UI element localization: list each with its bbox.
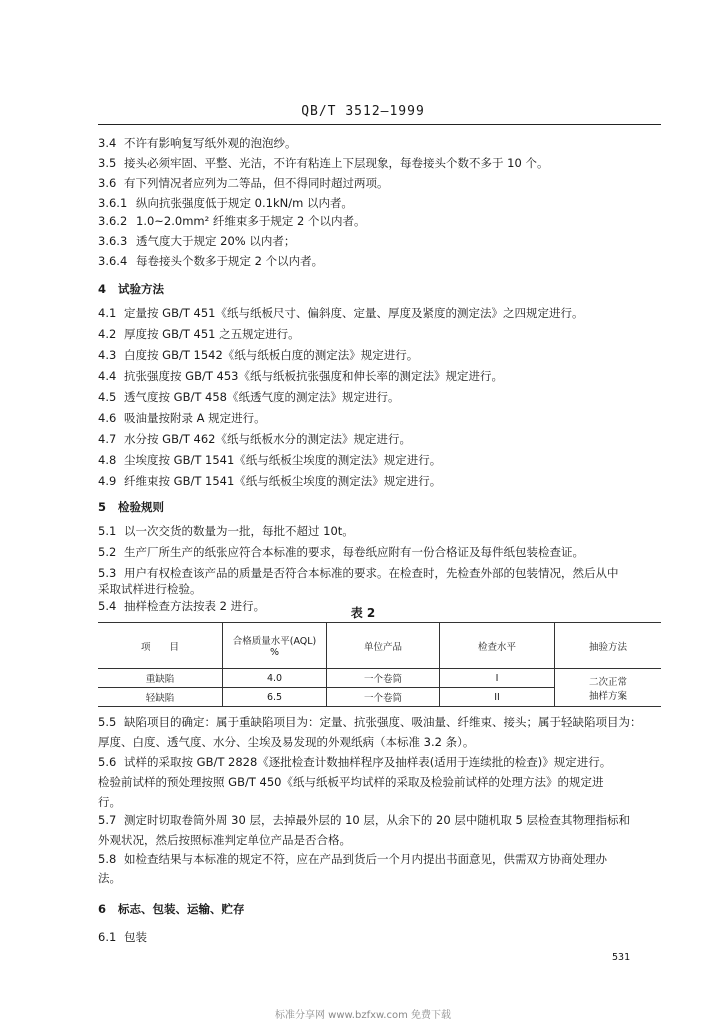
cell-aql: 4.0	[223, 669, 327, 688]
table-row	[98, 669, 661, 688]
clause-line: 4.5 透气度按 GB/T 458《纸透气度的测定法》规定进行。	[98, 390, 400, 404]
clause-line: 4.9 纤维束按 GB/T 1541《纸与纸板尘埃度的测定法》规定进行。	[98, 474, 442, 488]
clause-line: 4.7 水分按 GB/T 462《纸与纸板水分的测定法》规定进行。	[98, 432, 411, 446]
header-rule	[98, 124, 661, 125]
header-method: 抽验方法	[555, 623, 662, 669]
header-unit: 单位产品	[327, 623, 440, 669]
cell-item: 轻缺陷	[98, 688, 223, 707]
cell-item: 重缺陷	[98, 669, 223, 688]
clause-line: 5.8 如检查结果与本标准的规定不符，应在产品到货后一个月内提出书面意见，供需双方协商处理办	[98, 852, 607, 866]
clause-line: 4.2 厚度按 GB/T 451 之五规定进行。	[98, 327, 300, 341]
clause-line: 3.6.2 1.0~2.0mm² 纤维束多于规定 2 个以内者。	[98, 214, 366, 228]
sampling-table	[98, 622, 661, 707]
header-aql-label: 合格质量水平(AQL)	[232, 636, 317, 647]
document-header: QB/T 3512—1999	[301, 104, 425, 119]
header-aql-unit: %	[269, 647, 280, 658]
cell-unit: 一个卷筒	[327, 669, 440, 688]
clause-line: 检验前试样的预处理按照 GB/T 450《纸与纸板平均试样的采取及检验前试样的处理方法》的规定进	[98, 775, 604, 789]
clause-line: 4.8 尘埃度按 GB/T 1541《纸与纸板尘埃度的测定法》规定进行。	[98, 453, 442, 467]
clause-line: 4.6 吸油量按附录 A 规定进行。	[98, 411, 266, 425]
clause-line: 4.4 抗张强度按 GB/T 453《纸与纸板抗张强度和伸长率的测定法》规定进行。	[98, 369, 503, 383]
header-level: 检查水平	[440, 623, 555, 669]
clause-line: 3.6.1 纵向抗张强度低于规定 0.1kN/m 以内者。	[98, 196, 353, 210]
clause-line: 5.7 测定时切取卷筒外周 30 层，去掉最外层的 10 层，从余下的 20 层中随机取 5 层检查其物理指标和	[98, 813, 630, 827]
clause-line: 法。	[98, 871, 121, 885]
clause-line: 3.5 接头必须牢固、平整、光洁，不许有粘连上下层现象，每卷接头个数不多于 10 个。	[98, 156, 549, 170]
cell-level: II	[440, 688, 555, 707]
method-line: 二次正常	[588, 676, 627, 688]
cell-method	[555, 669, 662, 707]
table-header-row	[98, 623, 661, 669]
method-line: 抽样方案	[588, 690, 627, 702]
cell-unit: 一个卷筒	[327, 688, 440, 707]
clause-line: 4.1 定量按 GB/T 451《纸与纸板尺寸、偏斜度、定量、厚度及紧度的测定法》之四规定进行。	[98, 306, 584, 320]
clause-line: 行。	[98, 795, 121, 809]
footer-watermark: 标准分享网 www.bzfxw.com 免费下载	[275, 1010, 451, 1021]
page-number: 531	[612, 952, 631, 963]
clause-line: 4.3 白度按 GB/T 1542《纸与纸板白度的测定法》规定进行。	[98, 348, 419, 362]
section-heading: 5 检验规则	[98, 500, 164, 514]
clause-line: 5.6 试样的采取按 GB/T 2828《逐批检查计数抽样程序及抽样表(适用于连续批的检查)》规定进行。	[98, 755, 612, 769]
header-item: 项 目	[98, 623, 223, 669]
clause-line: 3.6 有下列情况者应列为二等品，但不得同时超过两项。	[98, 176, 389, 190]
clause-line: 采取试样进行检验。	[98, 582, 202, 596]
header-aql	[223, 623, 327, 669]
table-caption: 表 2	[350, 606, 376, 620]
clause-line: 5.5 缺陷项目的确定：属于重缺陷项目为：定量、抗张强度、吸油量、纤维束、接头；属于轻缺陷项目为：	[98, 715, 642, 729]
clause-line: 5.4 抽样检查方法按表 2 进行。	[98, 599, 266, 613]
section-heading: 4 试验方法	[98, 282, 164, 296]
clause-line: 厚度、白度、透气度、水分、尘埃及易发现的外观纸病（本标准 3.2 条）。	[98, 735, 475, 749]
cell-aql: 6.5	[223, 688, 327, 707]
clause-line: 6.1 包装	[98, 930, 147, 944]
clause-line: 5.2 生产厂所生产的纸张应符合本标准的要求，每卷纸应附有一份合格证及每件纸包装检查证。	[98, 545, 584, 559]
clause-line: 5.3 用户有权检查该产品的质量是否符合本标准的要求。在检查时，先检查外部的包装情况，然后从中	[98, 566, 619, 580]
clause-line: 3.6.4 每卷接头个数多于规定 2 个以内者。	[98, 254, 324, 268]
clause-line: 外观状况，然后按照标准判定单位产品是否合格。	[98, 833, 351, 847]
clause-line: 5.1 以一次交货的数量为一批，每批不超过 10t。	[98, 524, 354, 538]
clause-line: 3.4 不许有影响复写纸外观的泡泡纱。	[98, 136, 297, 150]
clause-line: 3.6.3 透气度大于规定 20% 以内者；	[98, 234, 296, 248]
cell-level: I	[440, 669, 555, 688]
section-heading: 6 标志、包装、运输、贮存	[98, 902, 245, 916]
